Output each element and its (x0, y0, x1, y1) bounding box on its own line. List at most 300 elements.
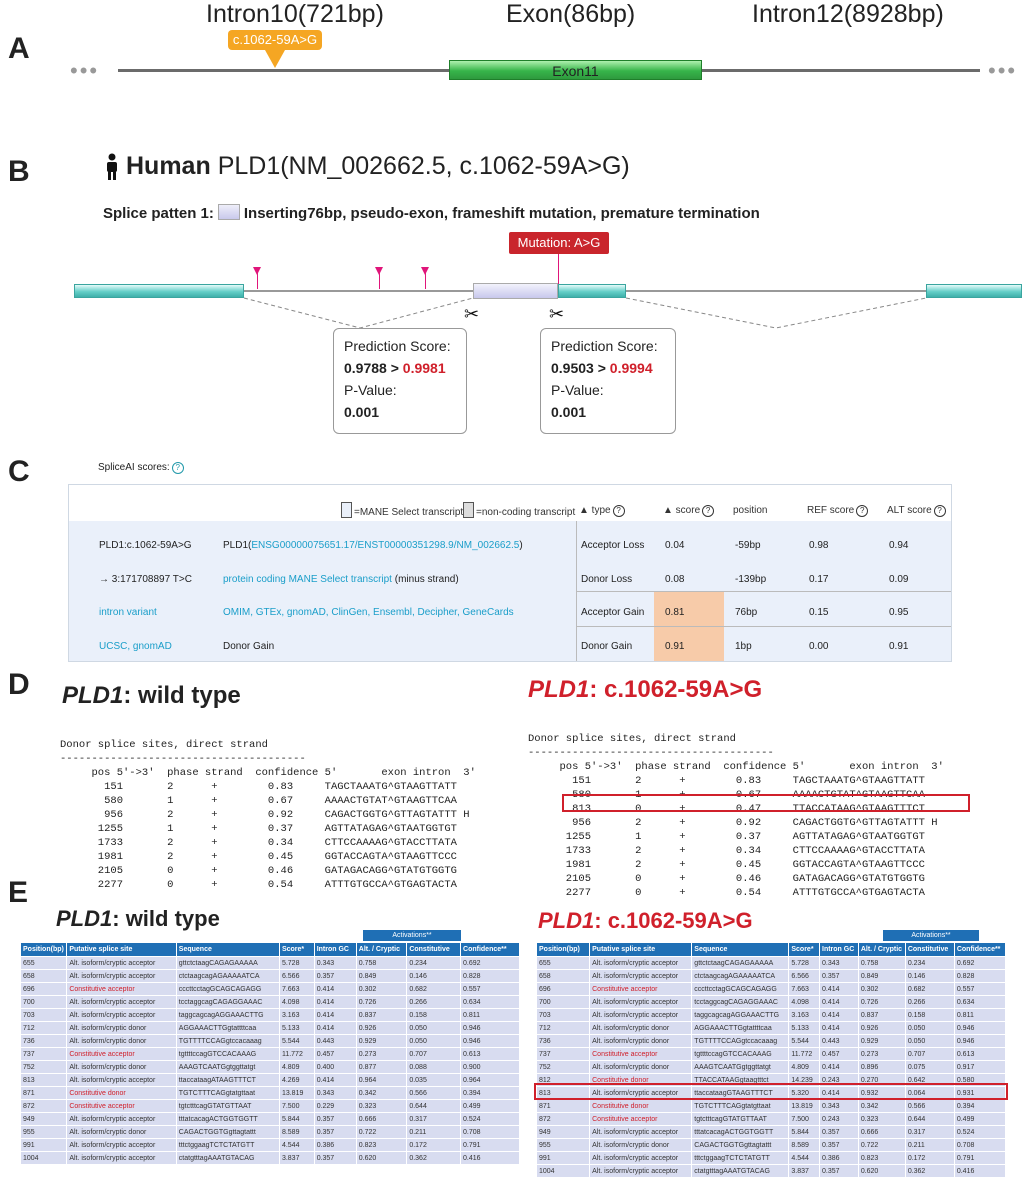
table-cell: 737 (21, 1048, 67, 1061)
table-cell: 0.357 (820, 1165, 859, 1178)
table-cell: Alt. isoform/cryptic acceptor (590, 1087, 692, 1100)
wt-table-title: PLD1: wild type (56, 906, 220, 931)
table-cell: 991 (21, 1139, 67, 1152)
table-cell: 696 (21, 983, 67, 996)
column-header: Position(bp) (21, 943, 67, 957)
table-cell: 813 (537, 1087, 590, 1100)
table-cell: 0.414 (314, 983, 356, 996)
table-cell: 0.400 (314, 1061, 356, 1074)
score-after: 0.9981 (402, 360, 446, 376)
table-cell: 0.566 (905, 1100, 954, 1113)
table-cell: Alt. isoform/cryptic donor (590, 1035, 692, 1048)
table-cell: 0.964 (356, 1074, 407, 1087)
legend-mane-text: =MANE Select transcript (354, 507, 464, 518)
table-cell: 0.823 (858, 1152, 905, 1165)
row-position: -139bp (735, 574, 767, 585)
table-cell: 0.613 (461, 1048, 520, 1061)
table-cell: 655 (21, 957, 67, 970)
table-row (21, 1139, 520, 1152)
table-cell: 0.302 (858, 983, 905, 996)
table-cell: 11.772 (789, 1048, 820, 1061)
row-ref: 0.00 (809, 641, 829, 652)
table-cell: 736 (537, 1035, 590, 1048)
row-ref: 0.15 (809, 607, 829, 618)
table-cell: 0.931 (954, 1087, 1005, 1100)
row-score: 0.08 (665, 574, 685, 585)
row-position: 76bp (735, 607, 758, 618)
table-cell: Alt. isoform/cryptic acceptor (67, 957, 176, 970)
table-cell: 0.849 (858, 970, 905, 983)
variant-id: PLD1:c.1062-59A>G (99, 540, 192, 551)
table-cell: 0.929 (858, 1035, 905, 1048)
header-type[interactable]: ▲ type ? (579, 505, 625, 517)
mane-link[interactable]: protein coding MANE Select transcript (223, 574, 392, 585)
table-cell: 991 (537, 1152, 590, 1165)
table-cell: 0.357 (820, 1126, 859, 1139)
row-alt: 0.95 (889, 607, 909, 618)
table-cell: 1004 (21, 1152, 67, 1165)
table-cell: tttctggaagTCTCTATGTT (176, 1139, 279, 1152)
table-row (537, 996, 1006, 1009)
column-header: Intron GC (820, 943, 859, 957)
mutation-badge: c.1062-59A>G (228, 30, 322, 50)
table-cell: 0.146 (905, 970, 954, 983)
table-cell: 0.644 (905, 1113, 954, 1126)
table-cell: 0.828 (461, 970, 520, 983)
table-cell: 0.302 (356, 983, 407, 996)
table-row (537, 970, 1006, 983)
genomic-coordinate: → 3:171708897 T>C (99, 574, 192, 585)
table-cell: 0.386 (820, 1152, 859, 1165)
exon11-block: Exon11 (449, 60, 702, 80)
row-type: Acceptor Loss (581, 540, 645, 551)
column-header: Putative splice site (67, 943, 176, 957)
table-cell: 0.362 (905, 1165, 954, 1178)
table-cell: 0.837 (356, 1009, 407, 1022)
table-cell: 712 (21, 1022, 67, 1035)
junction-line (626, 298, 926, 328)
table-cell: 0.837 (858, 1009, 905, 1022)
table-cell: 0.524 (954, 1126, 1005, 1139)
scissors-icon: ✂ (549, 304, 565, 324)
table-cell: 0.566 (407, 1087, 461, 1100)
table-cell: tgtctttcagGTATGTTAAT (692, 1113, 789, 1126)
wt-splice-table (20, 942, 520, 1165)
table-cell: 0.343 (314, 1087, 356, 1100)
table-cell: 658 (537, 970, 590, 983)
table-cell: 5.844 (789, 1126, 820, 1139)
panel-label-b: B (8, 155, 30, 188)
table-cell: 0.926 (858, 1022, 905, 1035)
table-row (537, 1113, 1006, 1126)
prediction-score-box-1 (333, 328, 467, 434)
table-cell: 0.707 (407, 1048, 461, 1061)
row-score: 0.04 (665, 540, 685, 551)
table-cell: 655 (537, 957, 590, 970)
table-cell: 0.229 (314, 1100, 356, 1113)
table-cell: Constitutive acceptor (67, 1048, 176, 1061)
table-cell: 0.357 (820, 1139, 859, 1152)
table-row (21, 996, 520, 1009)
table-cell: 0.243 (820, 1113, 859, 1126)
table-cell: gttctctaagCAGAGAAAAA (176, 957, 279, 970)
table-cell: Alt. isoform/cryptic donor (590, 1061, 692, 1074)
table-cell: Alt. isoform/cryptic acceptor (590, 1126, 692, 1139)
exon-label: Exon(86bp) (506, 0, 636, 28)
table-cell: 0.342 (356, 1087, 407, 1100)
table-cell: TGTTTTCCAGgtccacaaag (176, 1035, 279, 1048)
table-cell: 4.098 (279, 996, 314, 1009)
table-cell: Alt. isoform/cryptic acceptor (67, 970, 176, 983)
intron10-label: Intron10(721bp) (206, 0, 384, 28)
table-cell: Alt. isoform/cryptic acceptor (590, 996, 692, 1009)
wt-title: PLD1: wild type (62, 682, 241, 709)
table-cell: 955 (21, 1126, 67, 1139)
table-cell: 4.098 (789, 996, 820, 1009)
table-cell: 0.050 (407, 1022, 461, 1035)
activations-header: Activations** (883, 930, 979, 941)
table-cell: 736 (21, 1035, 67, 1048)
table-row (537, 1100, 1006, 1113)
table-cell: 6.566 (279, 970, 314, 983)
row-alt: 0.09 (889, 574, 909, 585)
pvalue-title: P-Value: (344, 382, 397, 398)
table-cell: 4.544 (279, 1139, 314, 1152)
column-header: Confidence** (954, 943, 1005, 957)
table-cell: 0.050 (905, 1022, 954, 1035)
table-cell: tttctggaagTCTCTATGTT (692, 1152, 789, 1165)
table-cell: 0.692 (461, 957, 520, 970)
table-cell: 7.500 (789, 1113, 820, 1126)
table-cell: ctctaagcagAGAAAAATCA (692, 970, 789, 983)
table-cell: tcctaggcagCAGAGGAAAC (692, 996, 789, 1009)
table-cell: 0.926 (356, 1022, 407, 1035)
table-cell: 5.133 (789, 1022, 820, 1035)
table-cell: 0.343 (820, 957, 859, 970)
table-cell: 4.809 (279, 1061, 314, 1074)
table-cell: Alt. isoform/cryptic acceptor (590, 1165, 692, 1178)
table-row (537, 1061, 1006, 1074)
table-row (537, 1139, 1006, 1152)
table-cell: 0.414 (314, 996, 356, 1009)
table-cell: 0.357 (314, 1152, 356, 1165)
table-cell: 712 (537, 1022, 590, 1035)
legend-mane (341, 502, 463, 518)
table-cell: Alt. isoform/cryptic acceptor (590, 1152, 692, 1165)
scissors-icon: ✂ (464, 304, 480, 324)
table-cell: 0.357 (820, 970, 859, 983)
intron-variant-link[interactable]: intron variant (99, 607, 157, 618)
table-row (21, 1061, 520, 1074)
table-cell: 0.414 (820, 1022, 859, 1035)
table-cell: 0.682 (905, 983, 954, 996)
table-cell: 14.239 (789, 1074, 820, 1087)
table-cell: Alt. isoform/cryptic acceptor (67, 1152, 176, 1165)
column-header: Constitutive (905, 943, 954, 957)
table-row (537, 1022, 1006, 1035)
table-cell: 0.708 (461, 1126, 520, 1139)
divider (576, 626, 951, 627)
external-db-links[interactable]: OMIM, GTEx, gnomAD, ClinGen, Ensembl, Decipher, GeneCards (223, 607, 514, 618)
table-cell: 4.809 (789, 1061, 820, 1074)
row-type: Donor Loss (581, 574, 633, 585)
ucsc-gnomad-links[interactable]: UCSC, gnomAD (99, 641, 172, 652)
table-cell: 0.644 (407, 1100, 461, 1113)
table-cell: 0.692 (954, 957, 1005, 970)
table-cell: 3.837 (789, 1165, 820, 1178)
table-cell: 949 (537, 1126, 590, 1139)
table-cell: 0.416 (954, 1165, 1005, 1178)
table-cell: 0.414 (820, 983, 859, 996)
table-row (537, 1126, 1006, 1139)
spliceai-table (68, 484, 952, 662)
table-row (21, 1035, 520, 1048)
table-cell: 737 (537, 1048, 590, 1061)
row-score: 0.81 (665, 607, 685, 618)
wt-donor-sites: Donor splice sites, direct strand --------------------------------------- pos 5'->3' phase strand confidence 5' exon intron 3' 151 2 + 0.83 TAGCTAAATG^GTAAGTTATT 580 1 + 0.67 AAAACTGTAT^GTAAGTTCAA 956 2 + 0.92 CAGACTGGTG^GTTAGTATTT H 1255 1 + 0.37 AGTTATAGAG^GTAATGGTGT 1733 2 + 0.34 CTTCCAAAAG^GTACCTTATA 1981 2 + 0.45 GGTACCAGTA^GTAAGTTCCC 2105 0 + 0.46 GATAGACAGG^GTATGTGGTG 2277 0 + 0.54 ATTTGTGCCA^GTGAGTACTA (60, 739, 476, 891)
table-cell: 812 (537, 1074, 590, 1087)
table-cell: 0.666 (858, 1126, 905, 1139)
table-cell: 0.580 (954, 1074, 1005, 1087)
table-cell: TGTCTTTCAGgtatgttaat (692, 1100, 789, 1113)
table-cell: Alt. isoform/cryptic acceptor (67, 996, 176, 1009)
table-cell: 0.172 (407, 1139, 461, 1152)
table-row (21, 970, 520, 983)
table-cell: Alt. isoform/cryptic donor (67, 1035, 176, 1048)
table-row (537, 1009, 1006, 1022)
table-cell: Constitutive donor (590, 1074, 692, 1087)
help-icon[interactable]: ? (934, 505, 946, 517)
row-ref: 0.17 (809, 574, 829, 585)
row-position: -59bp (735, 540, 761, 551)
table-row (21, 1152, 520, 1165)
table-cell: 0.386 (314, 1139, 356, 1152)
splice-pattern-desc: Inserting76bp, pseudo-exon, frameshift mutation, premature termination (243, 205, 760, 222)
table-cell: 0.414 (820, 1009, 859, 1022)
table-cell: 752 (21, 1061, 67, 1074)
table-row (537, 1152, 1006, 1165)
pvalue: 0.001 (344, 404, 380, 420)
table-cell: 5.544 (789, 1035, 820, 1048)
table-cell: 4.269 (279, 1074, 314, 1087)
table-cell: tcctaggcagCAGAGGAAAC (176, 996, 279, 1009)
table-cell: 0.849 (356, 970, 407, 983)
table-cell: 0.443 (314, 1035, 356, 1048)
panel-label-d: D (8, 668, 30, 701)
table-cell: ctctaagcagAGAAAAATCA (176, 970, 279, 983)
table-cell: 0.323 (858, 1113, 905, 1126)
table-cell: 696 (537, 983, 590, 996)
table-cell: 0.620 (356, 1152, 407, 1165)
table-row (21, 1126, 520, 1139)
table-cell: gttctctaagCAGAGAAAAA (692, 957, 789, 970)
table-cell: 813 (21, 1074, 67, 1087)
transcript-link[interactable]: ENSG00000075651.17/ENST00000351298.9/NM_002662.5 (251, 540, 520, 551)
table-cell: 872 (537, 1113, 590, 1126)
column-header: Score* (789, 943, 820, 957)
help-icon[interactable]: ? (702, 505, 714, 517)
table-cell: 0.172 (905, 1152, 954, 1165)
table-cell: 0.273 (356, 1048, 407, 1061)
table-cell: ttaccataagGTAAGTTTCT (692, 1087, 789, 1100)
table-cell: 0.266 (407, 996, 461, 1009)
table-row (21, 1009, 520, 1022)
table-cell: 7.663 (279, 983, 314, 996)
donor-gain-note: Donor Gain (223, 641, 275, 652)
table-cell: 0.499 (461, 1100, 520, 1113)
table-row (537, 1165, 1006, 1178)
table-cell: 0.035 (407, 1074, 461, 1087)
table-cell: 0.317 (905, 1126, 954, 1139)
spliceai-label-text: SpliceAI scores: (98, 462, 170, 473)
table-cell: 3.837 (279, 1152, 314, 1165)
table-cell: tttatcacagACTGGTGGTT (692, 1126, 789, 1139)
table-cell: 0.726 (356, 996, 407, 1009)
table-cell: Alt. isoform/cryptic acceptor (590, 1009, 692, 1022)
table-cell: 949 (21, 1113, 67, 1126)
table-cell: 0.758 (356, 957, 407, 970)
table-row (21, 1087, 520, 1100)
table-cell: 0.394 (954, 1100, 1005, 1113)
mut-title: PLD1: c.1062-59A>G (528, 676, 763, 703)
table-row (537, 957, 1006, 970)
row-type: Acceptor Gain (581, 607, 645, 618)
table-cell: 703 (21, 1009, 67, 1022)
table-cell: Alt. isoform/cryptic donor (590, 1139, 692, 1152)
column-header: Position(bp) (537, 943, 590, 957)
table-cell: Constitutive acceptor (590, 1048, 692, 1061)
table-cell: 0.266 (905, 996, 954, 1009)
table-cell: 0.323 (356, 1100, 407, 1113)
table-cell: tgttttccagGTCCACAAAG (176, 1048, 279, 1061)
table-cell: 0.634 (461, 996, 520, 1009)
table-cell: Constitutive donor (590, 1100, 692, 1113)
mutation-label: Mutation: A>G (509, 232, 609, 254)
table-cell: 0.158 (407, 1009, 461, 1022)
table-cell: 0.457 (820, 1048, 859, 1061)
table-cell: 0.896 (858, 1061, 905, 1074)
right-ellipsis: ••• (988, 58, 1018, 83)
table-cell: 0.682 (407, 983, 461, 996)
intron12-label: Intron12(8928bp) (752, 0, 944, 28)
table-cell: 0.050 (905, 1035, 954, 1048)
mane-swatch (341, 502, 352, 518)
table-cell: 700 (21, 996, 67, 1009)
table-cell: 0.050 (407, 1035, 461, 1048)
table-cell: 0.828 (954, 970, 1005, 983)
score-before: 0.9503 > (551, 360, 606, 376)
table-cell: 0.791 (954, 1152, 1005, 1165)
table-cell: 0.457 (314, 1048, 356, 1061)
table-cell: 0.357 (314, 1113, 356, 1126)
table-cell: Alt. isoform/cryptic acceptor (67, 1113, 176, 1126)
score-title: Prediction Score: (344, 338, 451, 354)
new-site-highlight (562, 794, 970, 812)
splice-junction-lines (0, 0, 1024, 360)
table-cell: 0.088 (407, 1061, 461, 1074)
header-score[interactable]: ▲ score ? (663, 505, 714, 517)
table-cell: 0.211 (407, 1126, 461, 1139)
help-icon[interactable]: ? (856, 505, 868, 517)
column-header: Confidence** (461, 943, 520, 957)
table-cell: 0.900 (461, 1061, 520, 1074)
header-alt: ALT score ? (887, 505, 946, 517)
table-cell: 0.499 (954, 1113, 1005, 1126)
table-cell: ctatgtttagAAATGTACAG (176, 1152, 279, 1165)
help-icon[interactable]: ? (172, 462, 184, 474)
table-cell: 7.663 (789, 983, 820, 996)
header-ref: REF score ? (807, 505, 868, 517)
table-cell: 0.811 (461, 1009, 520, 1022)
nc-swatch (463, 502, 474, 518)
table-cell: 0.317 (407, 1113, 461, 1126)
legend-nc (463, 502, 575, 518)
table-cell: Alt. isoform/cryptic donor (67, 1022, 176, 1035)
mut-table-title: PLD1: c.1062-59A>G (538, 908, 753, 933)
row-ref: 0.98 (809, 540, 829, 551)
table-cell: 0.075 (905, 1061, 954, 1074)
table-row (537, 983, 1006, 996)
pvalue-title: P-Value: (551, 382, 604, 398)
table-cell: AAAGTCAATGgtggttatgt (692, 1061, 789, 1074)
column-header: Constitutive (407, 943, 461, 957)
table-cell: Alt. isoform/cryptic donor (590, 1022, 692, 1035)
table-cell: 0.877 (356, 1061, 407, 1074)
table-cell: 0.357 (314, 970, 356, 983)
table-cell: 0.146 (407, 970, 461, 983)
table-cell: 871 (21, 1087, 67, 1100)
score-before: 0.9788 > (344, 360, 399, 376)
table-cell: Alt. isoform/cryptic donor (67, 1061, 176, 1074)
table-row (21, 1048, 520, 1061)
left-ellipsis: ••• (70, 58, 100, 83)
activations-header: Activations** (363, 930, 461, 941)
table-cell: Constitutive acceptor (590, 983, 692, 996)
table-cell: TGTCTTTCAGgtatgttaat (176, 1087, 279, 1100)
transcript-type: protein coding MANE Select transcript (minus strand) (223, 574, 459, 585)
table-cell: 0.823 (356, 1139, 407, 1152)
table-row (21, 1074, 520, 1087)
table-cell: 1004 (537, 1165, 590, 1178)
score-title: Prediction Score: (551, 338, 658, 354)
table-row (21, 1022, 520, 1035)
table-cell: tttatcacagACTGGTGGTT (176, 1113, 279, 1126)
table-cell: 0.708 (954, 1139, 1005, 1152)
column-header: Sequence (176, 943, 279, 957)
help-icon[interactable]: ? (613, 505, 625, 517)
table-cell: 0.917 (954, 1061, 1005, 1074)
panel-label-e: E (8, 876, 29, 909)
row-alt: 0.91 (889, 641, 909, 652)
column-header: Putative splice site (590, 943, 692, 957)
table-cell: 0.758 (858, 957, 905, 970)
table-cell: 703 (537, 1009, 590, 1022)
table-cell: 0.234 (407, 957, 461, 970)
table-cell: 0.722 (356, 1126, 407, 1139)
row-type: Donor Gain (581, 641, 633, 652)
panel-label-a: A (8, 32, 30, 65)
row-position: 1bp (735, 641, 752, 652)
table-cell: Alt. isoform/cryptic acceptor (67, 1139, 176, 1152)
table-cell: Constitutive donor (67, 1087, 176, 1100)
divider (576, 591, 951, 592)
table-row (21, 1113, 520, 1126)
junction-line (244, 298, 473, 328)
table-cell: Alt. isoform/cryptic acceptor (590, 957, 692, 970)
table-cell: 0.946 (461, 1035, 520, 1048)
table-cell: taggcagcagAGGAAACTTG (176, 1009, 279, 1022)
table-cell: 5.728 (279, 957, 314, 970)
